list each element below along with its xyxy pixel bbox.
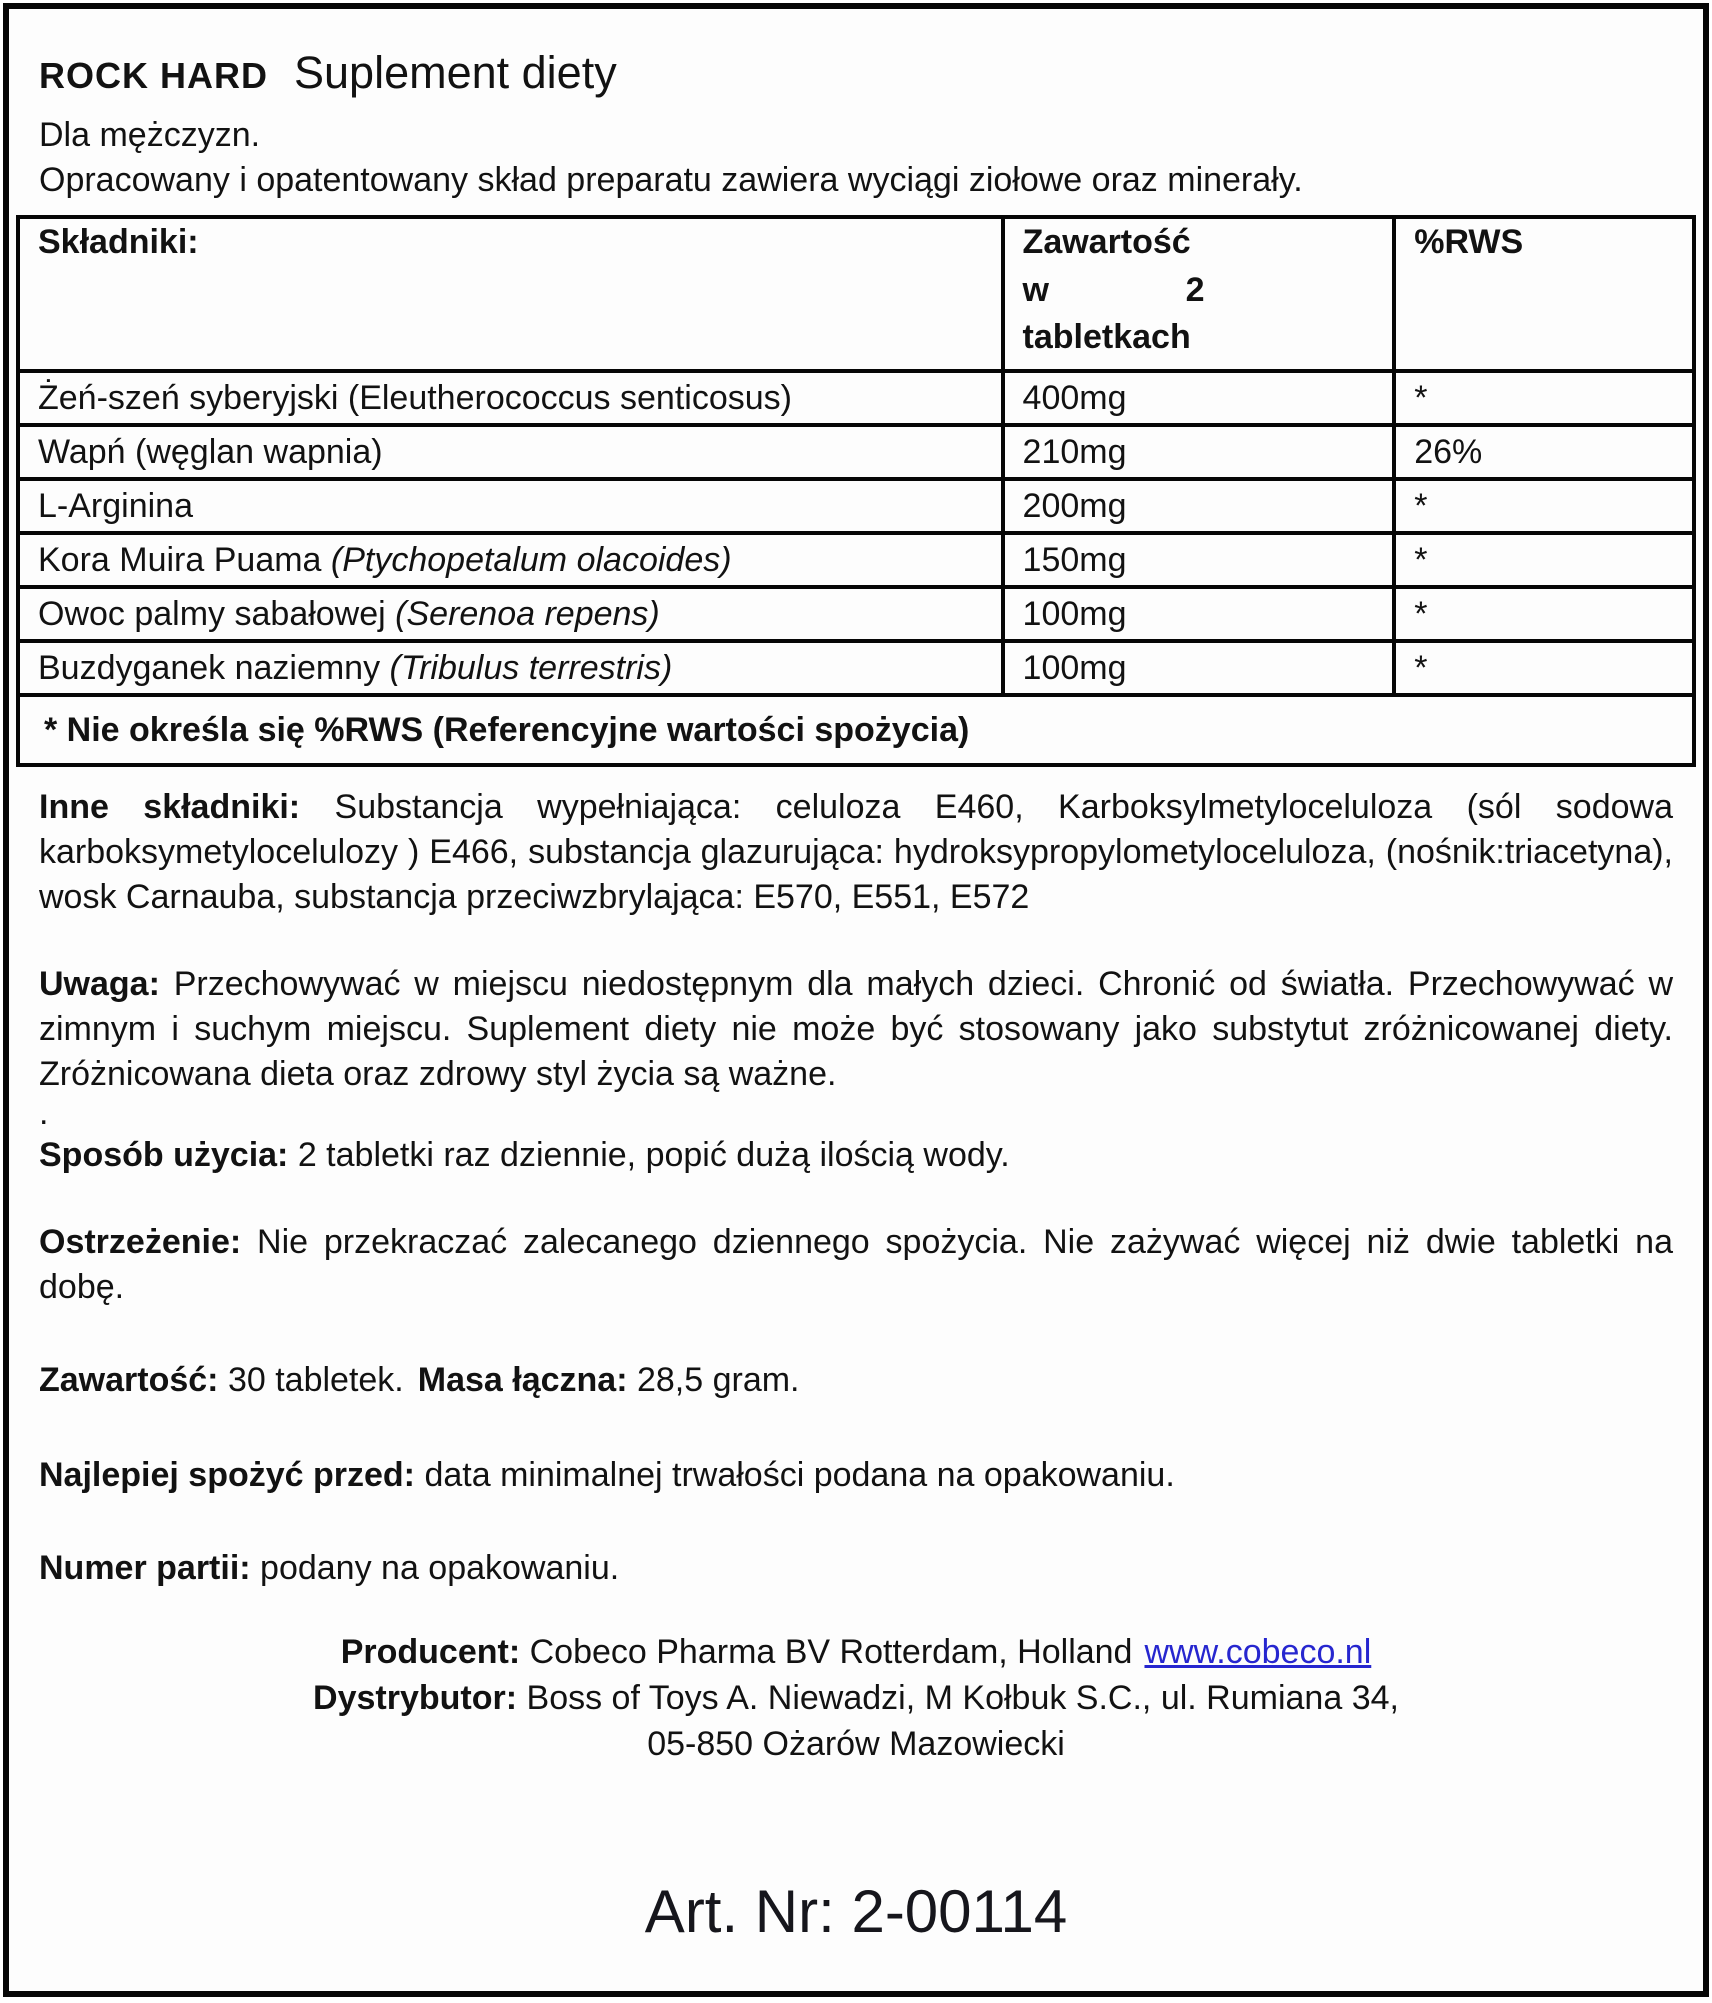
table-row — [18, 479, 1694, 533]
note-label: Uwaga: — [39, 965, 160, 1003]
best-before-text: data minimalnej trwałości podana na opakowaniu. — [415, 1456, 1175, 1494]
col-header-skladniki: Składniki: — [38, 223, 199, 261]
contents-text: 30 tabletek. — [218, 1361, 404, 1399]
ingredient-rws: * — [1394, 371, 1694, 425]
zawartosc-header-stack — [1023, 223, 1205, 357]
col-header-rws: %RWS — [1414, 223, 1524, 261]
ingredient-name: Wapń (węglan wapnia) — [38, 432, 383, 471]
label-document — [3, 3, 1709, 1997]
other-ingredients-paragraph — [39, 785, 1673, 920]
distributor-text: Boss of Toys A. Niewadzi, M Kołbuk S.C., ul. Rumiana 34, — [517, 1679, 1399, 1717]
table-row — [18, 533, 1694, 587]
ingredient-amount: 150mg — [1003, 533, 1395, 587]
ingredient-rws: * — [1394, 479, 1694, 533]
ingredient-amount: 100mg — [1003, 641, 1395, 695]
header-cell-rws — [1394, 217, 1694, 371]
other-ingredients-label: Inne składniki: — [39, 788, 301, 826]
producer-label: Producent: — [340, 1633, 521, 1671]
ingredient-rws: 26% — [1394, 425, 1694, 479]
note-paragraph — [39, 962, 1673, 1097]
warning-text: Nie przekraczać zalecanego dziennego spożycia. Nie zażywać więcej niż dwie tabletki na dobę. — [39, 1223, 1673, 1306]
usage-label: Sposób użycia: — [39, 1136, 289, 1174]
note-text: Przechowywać w miejscu niedostępnym dla małych dzieci. Chronić od światła. Przechowywać w zimnym i suchym miejscu. Suplement diety nie może być stosowany jako substytut zróżnicowanej diety. Zróżnicowana dieta oraz zdrowy styl życia są ważne. — [39, 965, 1673, 1093]
article-number: Art. Nr: 2-00114 — [644, 1878, 1068, 1945]
table-header-row — [18, 217, 1694, 371]
ingredients-table — [16, 215, 1696, 767]
title-row — [39, 47, 1673, 99]
contents-paragraph — [39, 1358, 1673, 1403]
best-before-paragraph — [39, 1453, 1673, 1498]
ingredient-name: Owoc palmy sabałowej — [38, 594, 396, 633]
table-row — [18, 587, 1694, 641]
batch-text: podany na opakowaniu. — [250, 1549, 620, 1587]
ingredient-rws: * — [1394, 533, 1694, 587]
table-footnote-row — [18, 695, 1694, 765]
best-before-label: Najlepiej spożyć przed: — [39, 1456, 415, 1494]
ingredient-amount: 100mg — [1003, 587, 1395, 641]
zawartosc-line3: tabletkach — [1022, 318, 1191, 356]
contents-label: Zawartość: — [39, 1361, 219, 1399]
ingredient-rws: * — [1394, 641, 1694, 695]
producer-text: Cobeco Pharma BV Rotterdam, Holland — [520, 1633, 1133, 1671]
warning-paragraph — [39, 1220, 1673, 1310]
stray-dot: . — [39, 1094, 49, 1132]
ingredient-name: Buzdyganek naziemny — [38, 648, 390, 687]
subtitle: Dla mężczyzn. — [39, 116, 261, 154]
ingredient-name: L-Arginina — [38, 486, 193, 525]
mass-label: Masa łączna: — [417, 1361, 628, 1399]
ingredient-amount: 210mg — [1003, 425, 1395, 479]
table-row — [18, 425, 1694, 479]
table-row — [18, 641, 1694, 695]
distributor-line — [9, 1675, 1703, 1721]
table-row — [18, 371, 1694, 425]
ingredient-rws: * — [1394, 587, 1694, 641]
header-cell-skladniki — [18, 217, 1003, 371]
mass-text: 28,5 gram. — [627, 1361, 800, 1399]
city-line: 05-850 Ożarów Mazowiecki — [647, 1725, 1065, 1763]
header-cell-zawartosc — [1003, 217, 1395, 371]
description-line: Opracowany i opatentowany skład preparatu zawiera wyciągi ziołowe oraz minerały. — [39, 161, 1303, 199]
producer-line — [9, 1629, 1703, 1675]
ingredient-latin: (Serenoa repens) — [395, 594, 660, 633]
ingredient-name: Kora Muira Puama — [38, 540, 331, 579]
distributor-label: Dystrybutor: — [313, 1679, 518, 1717]
zawartosc-line1: Zawartość — [1022, 223, 1191, 261]
batch-paragraph — [39, 1546, 1673, 1591]
ingredient-amount: 200mg — [1003, 479, 1395, 533]
other-ingredients-text: Substancja wypełniająca: celuloza E460, Karboksylmetyloceluloza (sól sodowa karboksymetylocelulozy ) E466, substancja glazurująca: hydroksypropylometyloceluloza, (nośnik:triacetyna), wosk Carnauba, substancja przeciwzbrylająca: E570, E551, E572 — [39, 788, 1673, 916]
zawartosc-2: 2 — [1185, 270, 1205, 309]
rws-footnote: * Nie określa się %RWS (Referencyjne wartości spożycia) — [18, 695, 1694, 765]
zawartosc-line2 — [1023, 271, 1205, 310]
product-type-title: Suplement diety — [294, 47, 617, 98]
ingredient-name: Żeń-szeń syberyjski (Eleutherococcus senticosus) — [38, 378, 792, 417]
producer-block — [9, 1629, 1703, 1767]
usage-paragraph — [39, 1133, 1673, 1178]
brand-name: ROCK HARD — [39, 55, 268, 96]
ingredient-latin: (Tribulus terrestris) — [389, 648, 673, 687]
ingredient-latin: (Ptychopetalum olacoides) — [330, 540, 732, 579]
usage-text: 2 tabletki raz dziennie, popić dużą ilością wody. — [288, 1136, 1010, 1174]
ingredient-amount: 400mg — [1003, 371, 1395, 425]
zawartosc-w: w — [1022, 270, 1049, 309]
warning-label: Ostrzeżenie: — [39, 1223, 242, 1261]
batch-label: Numer partii: — [39, 1549, 251, 1587]
cobeco-link[interactable]: www.cobeco.nl — [1144, 1633, 1372, 1671]
